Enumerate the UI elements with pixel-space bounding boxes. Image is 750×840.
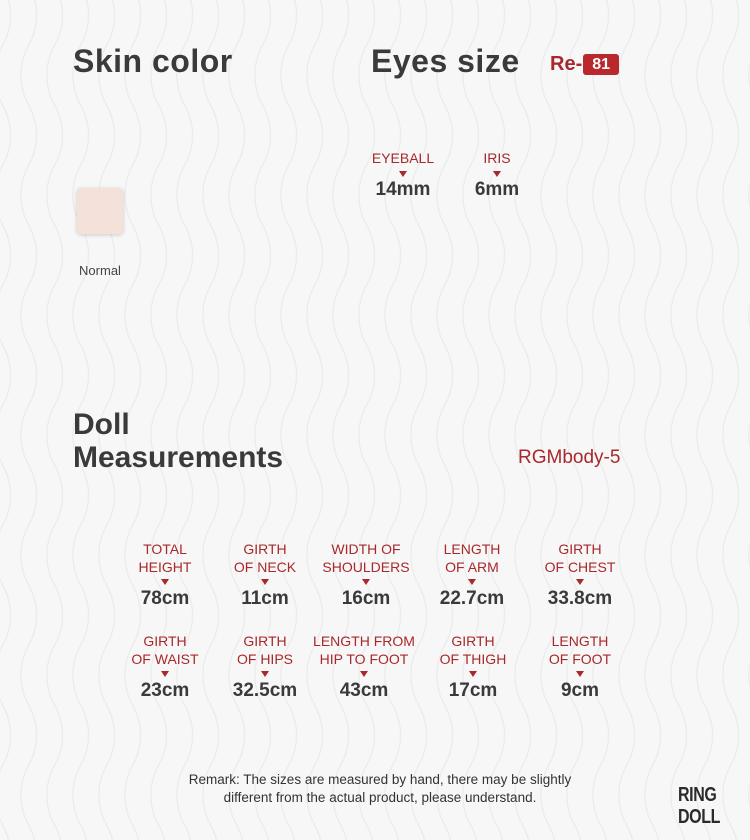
wave-line xyxy=(359,0,375,840)
skin-color-swatch[interactable] xyxy=(77,188,123,234)
wave-line xyxy=(307,0,323,840)
down-triangle-icon xyxy=(360,671,368,677)
measurement-value: 16cm xyxy=(341,588,391,609)
down-triangle-icon xyxy=(576,579,584,585)
iris-label: IRIS xyxy=(483,150,511,166)
wave-line xyxy=(619,0,635,840)
doll-heading-line1: Doll xyxy=(73,408,130,441)
measurement-value: 22.7cm xyxy=(439,588,505,609)
measurement-label: LENGTH OF FOOT xyxy=(548,633,612,667)
measurement-label: LENGTH FROM HIP TO FOOT xyxy=(313,633,415,667)
measurement-value: 43cm xyxy=(339,680,389,701)
wave-line xyxy=(281,0,297,840)
down-triangle-icon xyxy=(399,171,407,177)
remark-line2: different from the actual product, please understand. xyxy=(223,790,537,805)
wave-line xyxy=(593,0,609,840)
iris-value: 6mm xyxy=(474,179,520,200)
wave-line xyxy=(723,0,739,840)
down-triangle-icon xyxy=(493,171,501,177)
wave-line xyxy=(567,0,583,840)
wave-line xyxy=(47,0,63,840)
down-triangle-icon xyxy=(576,671,584,677)
down-triangle-icon xyxy=(161,671,169,677)
eye-model-badge xyxy=(550,53,619,76)
eyeball-label: EYEBALL xyxy=(371,150,435,166)
measurement-value: 23cm xyxy=(140,680,190,701)
wave-line xyxy=(411,0,427,840)
measurement-girth-of-hips xyxy=(210,632,320,702)
measurement-label: LENGTH OF ARM xyxy=(443,541,501,575)
wave-line xyxy=(541,0,557,840)
wave-line xyxy=(671,0,687,840)
ringdoll-logo xyxy=(678,784,728,832)
down-triangle-icon xyxy=(261,671,269,677)
logo-line2: DOLL xyxy=(678,806,720,828)
measurement-total-height xyxy=(110,540,220,610)
wave-line xyxy=(385,0,401,840)
eyes-size-heading: Eyes size xyxy=(371,43,520,79)
doll-measurements-heading xyxy=(73,408,283,474)
measurement-label: WIDTH OF SHOULDERS xyxy=(322,541,410,575)
wave-line xyxy=(645,0,661,840)
measurement-girth-of-neck xyxy=(210,540,320,610)
remark-line1: Remark: The sizes are measured by hand, there may be slightly xyxy=(188,772,572,787)
measurement-girth-of-chest xyxy=(525,540,635,610)
measurement-value: 78cm xyxy=(140,588,190,609)
down-triangle-icon xyxy=(261,579,269,585)
measurement-girth-of-waist xyxy=(110,632,220,702)
body-model-code: RGMbody-5 xyxy=(518,447,621,468)
measurement-length-of-arm xyxy=(417,540,527,610)
wave-line xyxy=(333,0,349,840)
measurement-value: 33.8cm xyxy=(547,588,613,609)
measurement-value: 32.5cm xyxy=(232,680,298,701)
measurement-value: 17cm xyxy=(448,680,498,701)
measurement-label: GIRTH OF CHEST xyxy=(544,541,616,575)
skin-color-swatch-label: Normal xyxy=(79,263,121,278)
measurement-girth-of-thigh xyxy=(418,632,528,702)
down-triangle-icon xyxy=(468,579,476,585)
wave-line xyxy=(21,0,37,840)
eye-model-number: 81 xyxy=(583,54,619,75)
doll-heading-line2: Measurements xyxy=(73,441,284,474)
measurement-label: GIRTH OF HIPS xyxy=(236,633,293,667)
wave-line xyxy=(437,0,453,840)
measurement-value: 9cm xyxy=(560,680,600,701)
eye-model-prefix: Re- xyxy=(550,53,583,75)
measurement-label: GIRTH OF WAIST xyxy=(131,633,199,667)
iris-spec xyxy=(457,149,537,201)
wave-line xyxy=(0,0,11,840)
down-triangle-icon xyxy=(161,579,169,585)
measurement-value: 11cm xyxy=(241,588,289,609)
skin-color-heading: Skin color xyxy=(73,43,233,79)
measurement-label: GIRTH OF THIGH xyxy=(439,633,507,667)
measurement-width-of-shoulders xyxy=(311,540,421,610)
down-triangle-icon xyxy=(362,579,370,585)
logo-line1: RING xyxy=(678,784,717,806)
wave-line xyxy=(697,0,713,840)
eyeball-value: 14mm xyxy=(375,179,431,200)
remark-note xyxy=(170,771,590,807)
wave-line xyxy=(489,0,505,840)
measurement-label: TOTAL HEIGHT xyxy=(138,541,192,575)
measurement-length-hip-to-foot xyxy=(309,632,419,702)
down-triangle-icon xyxy=(469,671,477,677)
measurement-label: GIRTH OF NECK xyxy=(233,541,297,575)
measurement-length-of-foot xyxy=(525,632,635,702)
eyeball-spec xyxy=(363,149,443,201)
wave-line xyxy=(463,0,479,840)
wave-line xyxy=(515,0,531,840)
